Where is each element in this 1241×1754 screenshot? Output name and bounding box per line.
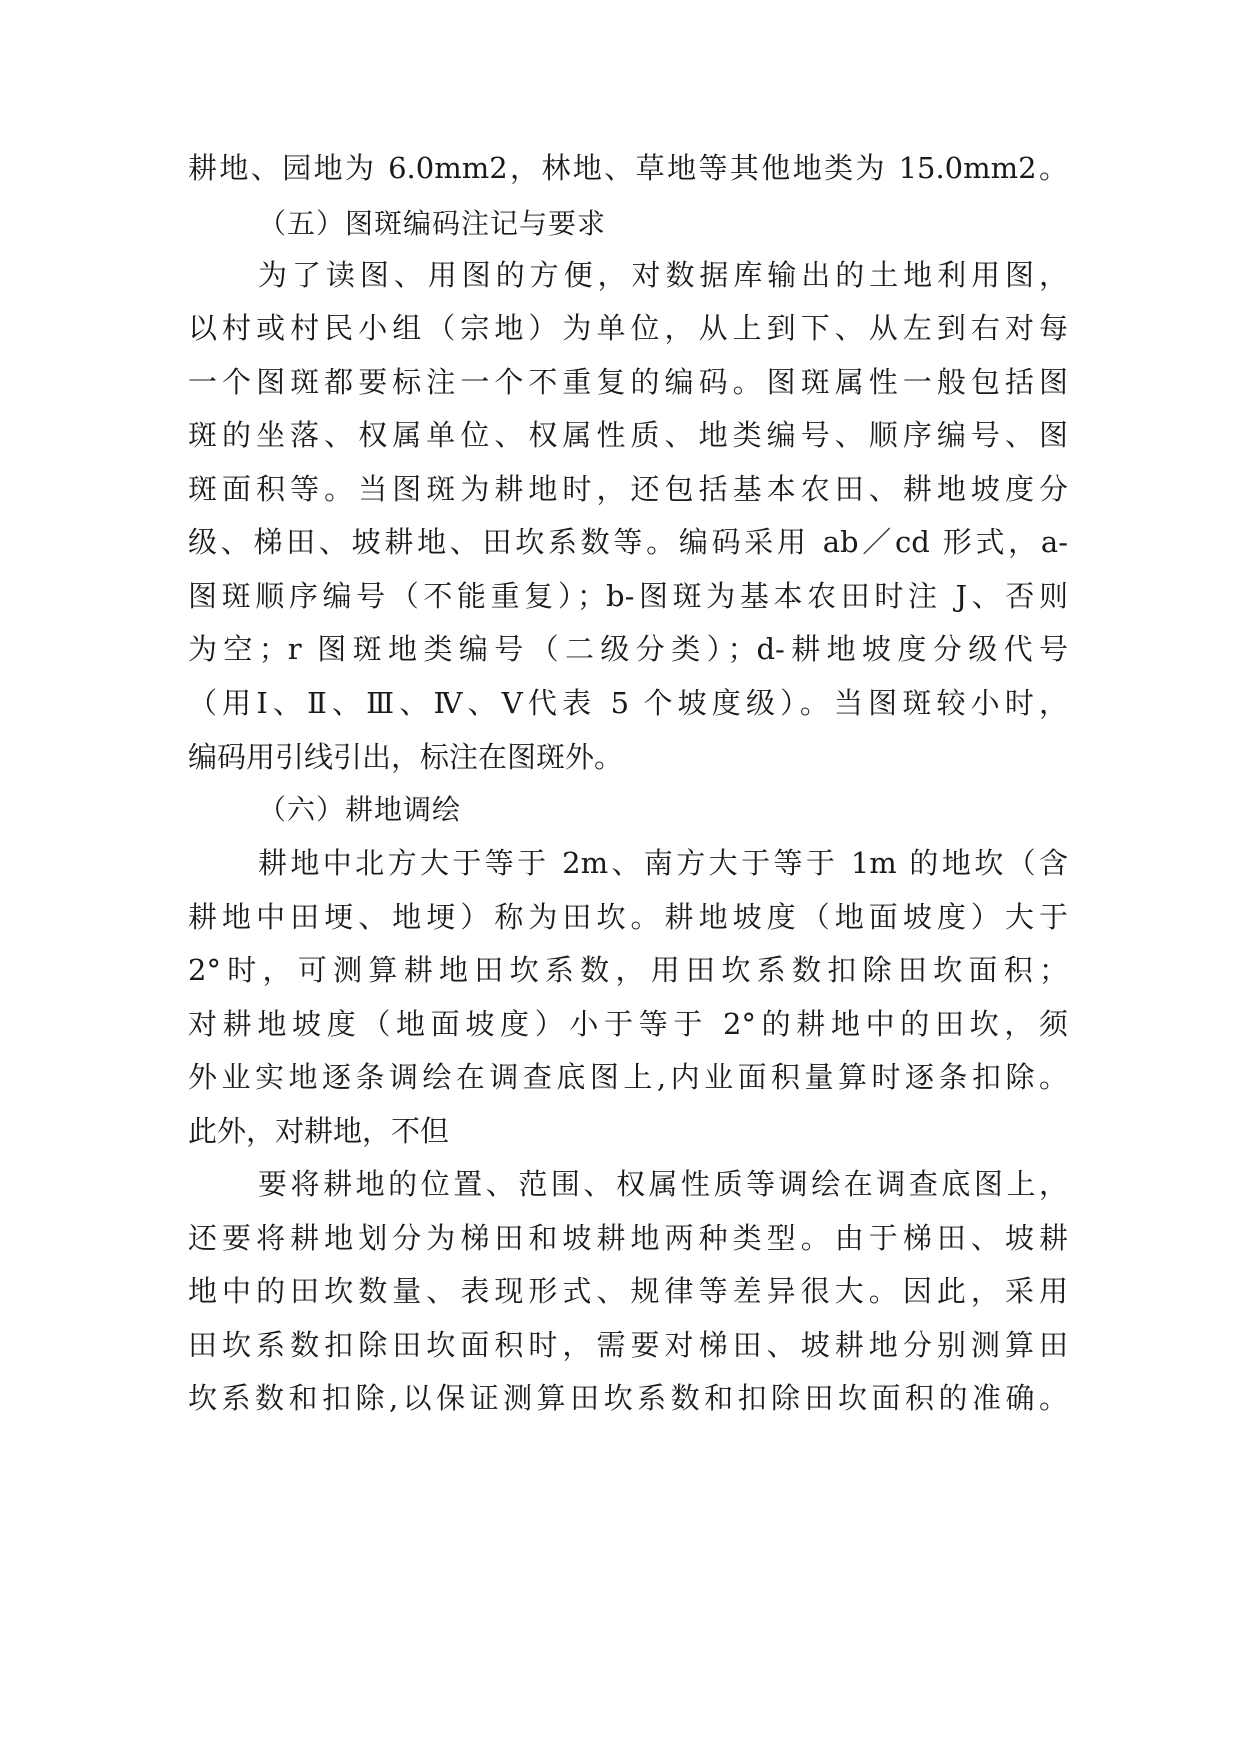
text-line: 以村或村民小组（宗地）为单位，从上到下、从左到右对每	[188, 311, 1068, 345]
text-line: 一个图斑都要标注一个不重复的编码。图斑属性一般包括图	[188, 365, 1068, 399]
text-line: 还要将耕地划分为梯田和坡耕地两种类型。由于梯田、坡耕	[188, 1221, 1068, 1255]
text-line: 坎系数和扣除,以保证测算田坎系数和扣除田坎面积的准确。	[188, 1381, 1068, 1415]
section-heading: （六）耕地调绘	[258, 793, 462, 826]
text-line: 斑面积等。当图斑为耕地时，还包括基本农田、耕地坡度分	[188, 472, 1068, 506]
text-line: 斑的坐落、权属单位、权属性质、地类编号、顺序编号、图	[188, 418, 1068, 452]
text-line: 图斑顺序编号（不能重复）；b-图斑为基本农田时注 J、否则	[188, 579, 1068, 613]
text-line: 耕地中北方大于等于 2m、南方大于等于 1m 的地坎（含	[258, 846, 1068, 880]
text-line: 地中的田坎数量、表现形式、规律等差异很大。因此，采用	[188, 1274, 1068, 1308]
text-line: 2°时，可测算耕地田坎系数，用田坎系数扣除田坎面积；	[188, 953, 1068, 987]
text-line: 耕地中田埂、地埂）称为田坎。耕地坡度（地面坡度）大于	[188, 900, 1068, 934]
text-line: 要将耕地的位置、范围、权属性质等调绘在调查底图上，	[258, 1167, 1068, 1201]
text-line: 为了读图、用图的方便，对数据库输出的土地利用图，	[258, 258, 1068, 292]
text-line: 耕地、园地为 6.0mm2，林地、草地等其他地类为 15.0mm2。	[188, 151, 1068, 185]
text-line: 对耕地坡度（地面坡度）小于等于 2°的耕地中的田坎，须	[188, 1007, 1068, 1041]
section-heading: （五）图斑编码注记与要求	[258, 207, 607, 240]
text-line: 此外，对耕地，不但	[188, 1114, 450, 1148]
text-line: 田坎系数扣除田坎面积时，需要对梯田、坡耕地分别测算田	[188, 1328, 1068, 1362]
text-line: 外业实地逐条调绘在调查底图上,内业面积量算时逐条扣除。	[188, 1060, 1068, 1094]
text-line: （用Ⅰ、Ⅱ、Ⅲ、Ⅳ、Ⅴ代表 5 个坡度级）。当图斑较小时，	[188, 686, 1068, 720]
text-line: 为空；r 图斑地类编号（二级分类）；d-耕地坡度分级代号	[188, 632, 1068, 666]
text-line: 级、梯田、坡耕地、田坎系数等。编码采用 ab／cd 形式，a-	[188, 525, 1068, 559]
text-line: 编码用引线引出，标注在图斑外。	[188, 740, 624, 774]
